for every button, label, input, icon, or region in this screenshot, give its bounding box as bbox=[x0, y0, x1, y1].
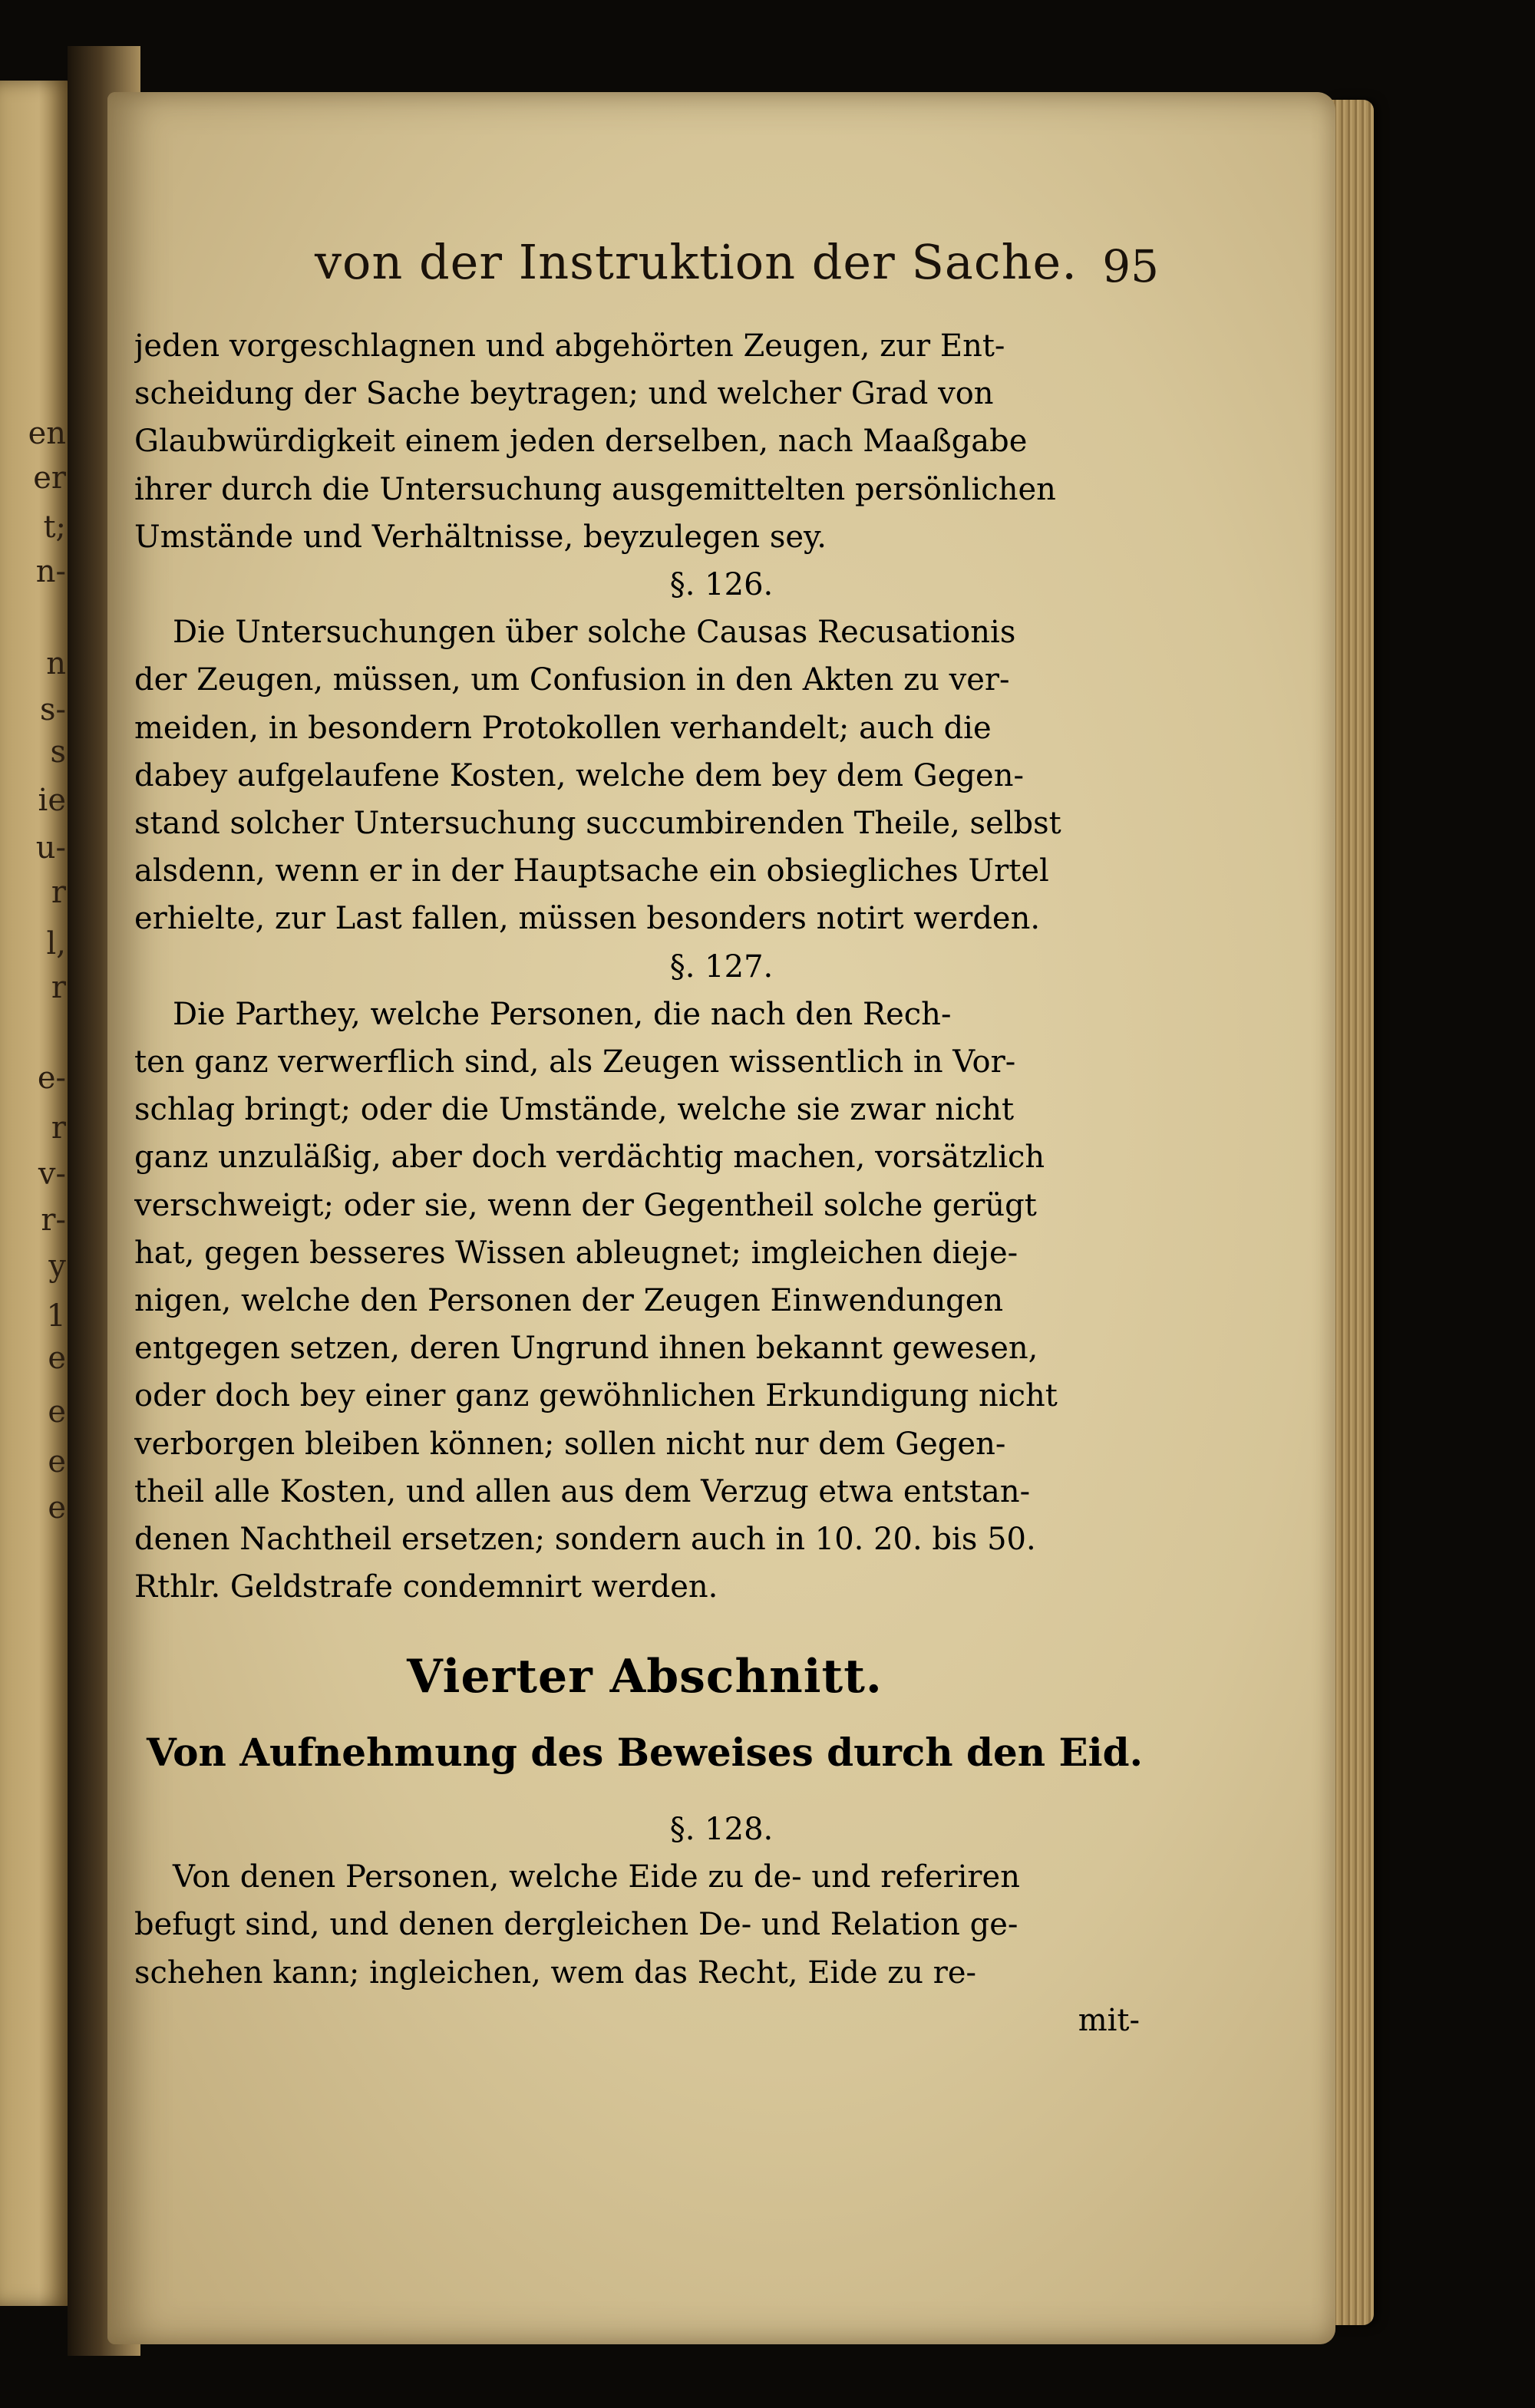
fragment: ie bbox=[38, 783, 66, 818]
paragraph-number: §. 126. bbox=[669, 567, 774, 603]
page-number: 95 bbox=[1102, 240, 1159, 292]
text-line: verborgen bleiben können; sollen nicht nur dem Gegen- bbox=[134, 1426, 1006, 1462]
text-line: denen Nachtheil ersetzen; sondern auch in 10. 20. bis 50. bbox=[134, 1522, 1036, 1558]
fragment: n bbox=[46, 646, 66, 681]
text-line: schlag bringt; oder die Umstände, welche sie zwar nicht bbox=[134, 1092, 1015, 1128]
text-line: Von denen Personen, welche Eide zu de- und referiren bbox=[173, 1859, 1020, 1895]
text-line: alsdenn, wenn er in der Hauptsache ein obsiegliches Urtel bbox=[134, 853, 1049, 889]
text-line: ten ganz verwerflich sind, als Zeugen wissentlich in Vor- bbox=[134, 1044, 1016, 1080]
text-line: meiden, in besondern Protokollen verhandelt; auch die bbox=[134, 710, 992, 746]
text-line: befugt sind, und denen dergleichen De- und Relation ge- bbox=[134, 1907, 1018, 1943]
fragment: e- bbox=[37, 1061, 66, 1096]
fragment: l, bbox=[46, 926, 66, 962]
text-line: hat, gegen besseres Wissen ableugnet; imgleichen dieje- bbox=[134, 1235, 1018, 1271]
section-subtitle: Von Aufnehmung des Beweises durch den Eid. bbox=[146, 1729, 1144, 1775]
fragment: e bbox=[48, 1490, 66, 1526]
page-body bbox=[134, 322, 1155, 2044]
fragment: u- bbox=[35, 830, 66, 866]
previous-page-edge bbox=[0, 81, 71, 2306]
text-line: der Zeugen, müssen, um Confusion in den Akten zu ver- bbox=[134, 662, 1010, 698]
paragraph-number: §. 127. bbox=[669, 948, 774, 985]
section-title: Vierter Abschnitt. bbox=[407, 1650, 883, 1704]
text-line: verschweigt; oder sie, wenn der Gegentheil solche gerügt bbox=[134, 1187, 1037, 1223]
fragment: r- bbox=[41, 1202, 66, 1238]
fragment: r bbox=[51, 875, 66, 910]
fragment: 1 bbox=[46, 1298, 66, 1334]
page-block-edge bbox=[1332, 100, 1374, 2325]
fragment: en bbox=[28, 416, 66, 451]
spacer bbox=[134, 1776, 1155, 1806]
fragment: t; bbox=[43, 510, 66, 545]
fragment: n- bbox=[35, 554, 66, 589]
fragment: er bbox=[33, 460, 66, 496]
fragment: y bbox=[48, 1249, 66, 1284]
text-line: oder doch bey einer ganz gewöhnlichen Erkundigung nicht bbox=[134, 1378, 1058, 1414]
text-line: ihrer durch die Untersuchung ausgemittelten persönlichen bbox=[134, 471, 1056, 507]
text-line: entgegen setzen, deren Ungrund ihnen bekannt gewesen, bbox=[134, 1331, 1038, 1367]
fragment: r bbox=[51, 970, 66, 1005]
fragment: v- bbox=[38, 1156, 66, 1192]
text-line: scheidung der Sache beytragen; und welcher Grad von bbox=[134, 376, 994, 412]
text-line: Glaubwürdigkeit einem jeden derselben, nach Maaßgabe bbox=[134, 424, 1028, 460]
fragment: s bbox=[50, 734, 66, 770]
paragraph-number: §. 128. bbox=[669, 1811, 774, 1847]
fragment: r bbox=[51, 1110, 66, 1146]
text-line: dabey aufgelaufene Kosten, welche dem bey dem Gegen- bbox=[134, 757, 1024, 793]
text-line: Die Parthey, welche Personen, die nach den Rech- bbox=[173, 996, 952, 1032]
text-line: stand solcher Untersuchung succumbirenden Theile, selbst bbox=[134, 806, 1061, 842]
catchword: mit- bbox=[1078, 2002, 1140, 2038]
text-line: theil alle Kosten, und allen aus dem Verzug etwa entstan- bbox=[134, 1473, 1031, 1509]
fragment: e bbox=[48, 1394, 66, 1430]
text-line: Die Untersuchungen über solche Causas Recusationis bbox=[173, 615, 1016, 651]
text-line: erhielte, zur Last fallen, müssen besonders notirt werden. bbox=[134, 901, 1041, 937]
text-line: schehen kann; ingleichen, wem das Recht, Eide zu re- bbox=[134, 1954, 977, 1991]
page-header bbox=[207, 234, 1159, 303]
text-line: Rthlr. Geldstrafe condemnirt werden. bbox=[134, 1569, 718, 1605]
fragment: e bbox=[48, 1341, 66, 1376]
fragment: s- bbox=[39, 692, 66, 727]
running-title: von der Instruktion der Sache. bbox=[315, 234, 1078, 290]
text-line: jeden vorgeschlagnen und abgehörten Zeugen, zur Ent- bbox=[134, 328, 1005, 364]
fragment: e bbox=[48, 1444, 66, 1479]
text-line: Umstände und Verhältnisse, beyzulegen sey. bbox=[134, 519, 827, 555]
text-line: ganz unzuläßig, aber doch verdächtig machen, vorsätzlich bbox=[134, 1140, 1045, 1176]
text-line: nigen, welche den Personen der Zeugen Einwendungen bbox=[134, 1283, 1004, 1319]
